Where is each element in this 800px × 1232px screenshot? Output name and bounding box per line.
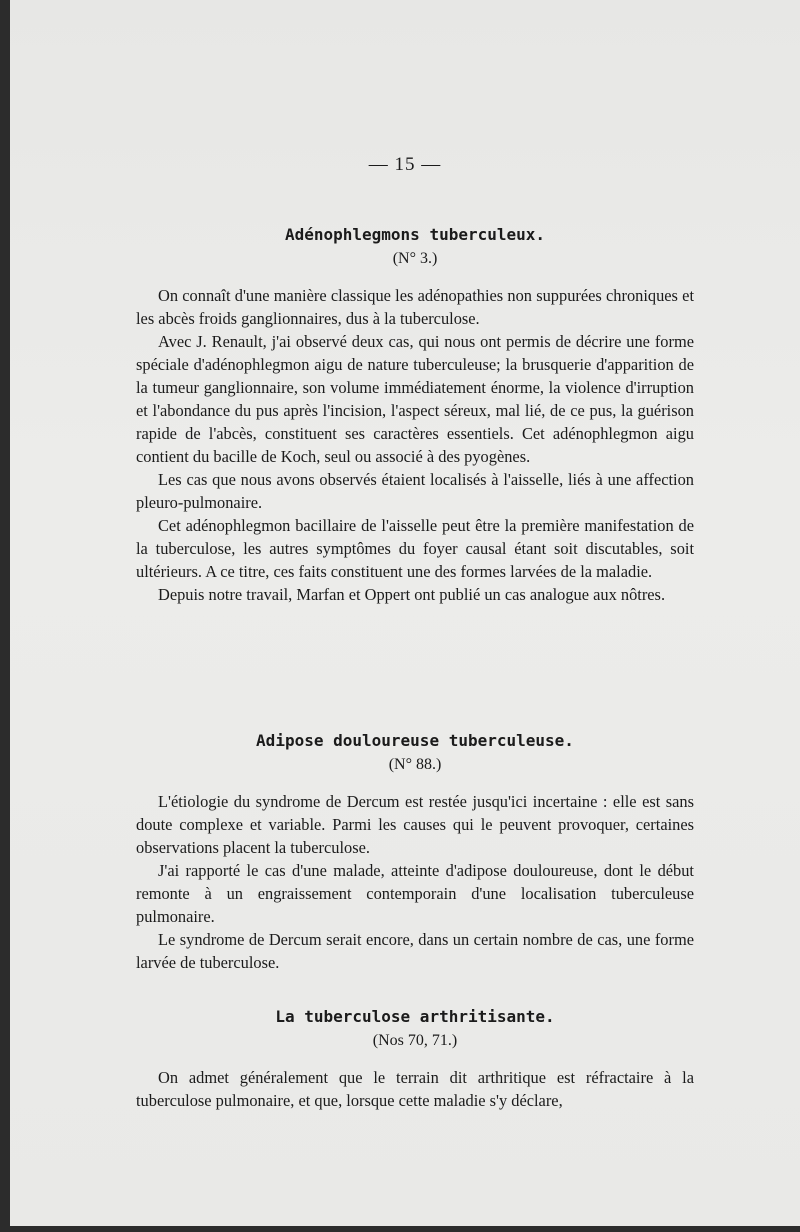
section-reference: (N° 88.) (388, 756, 442, 773)
paragraph: Cet adénophlegmon bacillaire de l'aisselle peut être la première manifestation de la tuberculose, les autres symptômes du foyer causal étant soit discutables, soit ultérieurs. A ce titre, ces faits constituent une des formes larvées de la maladie. (136, 516, 694, 581)
paragraph: On admet généralement que le terrain dit arthritique est réfractaire à la tuberculose pulmonaire, et que, lorsque cette maladie s'y déclare, (136, 1068, 694, 1110)
section-tuberculose-arthritisante (136, 1006, 694, 1112)
paragraph: Depuis notre travail, Marfan et Oppert ont publié un cas analogue aux nôtres. (158, 585, 666, 604)
section-adipose (136, 730, 694, 974)
paragraph: Le syndrome de Dercum serait encore, dans un certain nombre de cas, une forme larvée de tuberculose. (136, 930, 694, 972)
paragraph: L'étiologie du syndrome de Dercum est restée jusqu'ici incertaine : elle est sans doute complexe et variable. Parmi les causes qui le peuvent provoquer, certaines observations placent la tuberculose. (136, 792, 694, 857)
section-title: La tuberculose arthritisante. (275, 1007, 555, 1026)
section-title: Adipose douloureuse tuberculeuse. (256, 731, 574, 750)
section-adenophlegmons (136, 224, 694, 606)
paragraph: Les cas que nous avons observés étaient localisés à l'aisselle, liés à une affection pleuro-pulmonaire. (136, 470, 694, 512)
book-page (10, 0, 800, 1226)
page-number: — 15 — (368, 154, 442, 175)
section-reference: (Nos 70, 71.) (372, 1032, 458, 1049)
section-reference: (N° 3.) (392, 250, 438, 267)
section-title: Adénophlegmons tuberculeux. (284, 225, 546, 244)
paragraph: J'ai rapporté le cas d'une malade, atteinte d'adipose douloureuse, dont le début remonte à un engraissement contemporain d'une localisation tuberculeuse pulmonaire. (136, 861, 694, 926)
paragraph: Avec J. Renault, j'ai observé deux cas, qui nous ont permis de décrire une forme spéciale d'adénophlegmon aigu de nature tuberculeuse; la brusquerie d'apparition de la tumeur ganglionnaire, son volume immédiatement énorme, la violence d'irruption et l'abondance du pus après l'incision, l'aspect séreux, mal lié, de ce pus, la guérison rapide de l'abcès, constituent ses caractères essentiels. Cet adénophlegmon aigu contient du bacille de Koch, seul ou associé à des pyogènes. (136, 332, 694, 466)
paragraph: On connaît d'une manière classique les adénopathies non suppurées chroniques et les abcès froids ganglionnaires, dus à la tuberculose. (136, 286, 694, 328)
